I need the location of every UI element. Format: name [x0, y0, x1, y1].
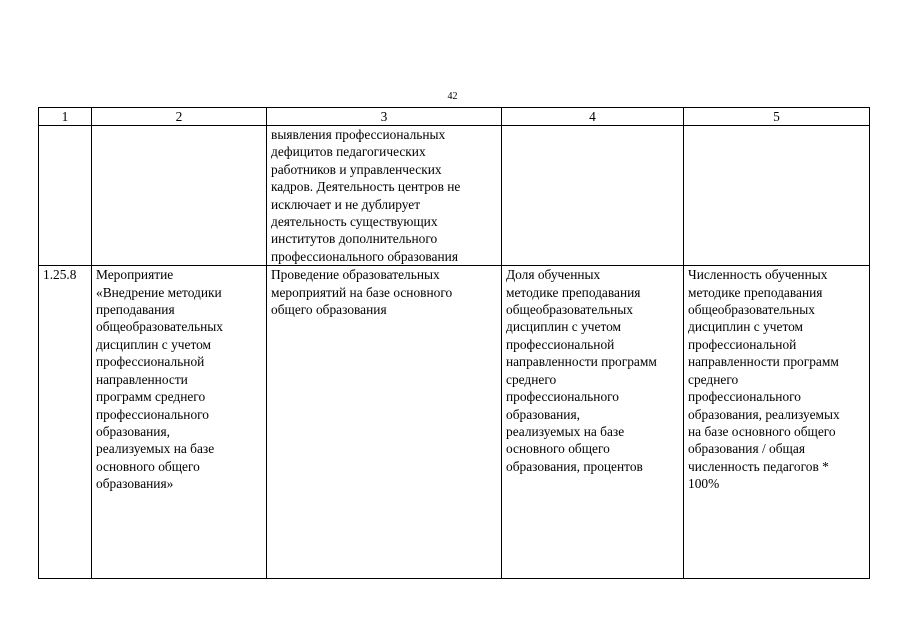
- column-header: 3: [267, 108, 502, 126]
- item-number-cell: 1.25.8: [39, 266, 92, 579]
- table-row: [39, 126, 870, 266]
- column-header: 4: [502, 108, 684, 126]
- column-header: 5: [684, 108, 870, 126]
- table-header-row: [39, 108, 870, 126]
- indicator-cell: Доля обученных методике преподавания общеобразовательных дисциплин с учетом профессиональной направленности программ среднего профессионального образования, реализуемых на базе основного общего образования, процентов: [502, 266, 684, 579]
- description-cell: Проведение образовательных мероприятий на базе основного общего образования: [267, 266, 502, 579]
- calculation-method-cell: Численность обученных методике преподавания общеобразовательных дисциплин с учетом профессиональной направленности программ среднего профессионального образования, реализуемых на базе основного общего образования / общая численность педагогов * 100%: [684, 266, 870, 579]
- table-cell: [502, 126, 684, 266]
- document-table: [38, 107, 870, 579]
- table-cell: [92, 126, 267, 266]
- column-header: 2: [92, 108, 267, 126]
- table-cell: выявления профессиональных дефицитов педагогических работников и управленческих кадров. Деятельность центров не исключает и не дублирует деятельность существующих институтов дополнительного профессионального образования: [267, 126, 502, 266]
- table-cell: [39, 126, 92, 266]
- page-number: 42: [447, 91, 458, 102]
- column-header: 1: [39, 108, 92, 126]
- table-row: [39, 266, 870, 579]
- table-cell: [684, 126, 870, 266]
- event-name-cell: Мероприятие «Внедрение методики преподавания общеобразовательных дисциплин с учетом профессиональной направленности программ среднего профессионального образования, реализуемых на базе основного общего образования»: [92, 266, 267, 579]
